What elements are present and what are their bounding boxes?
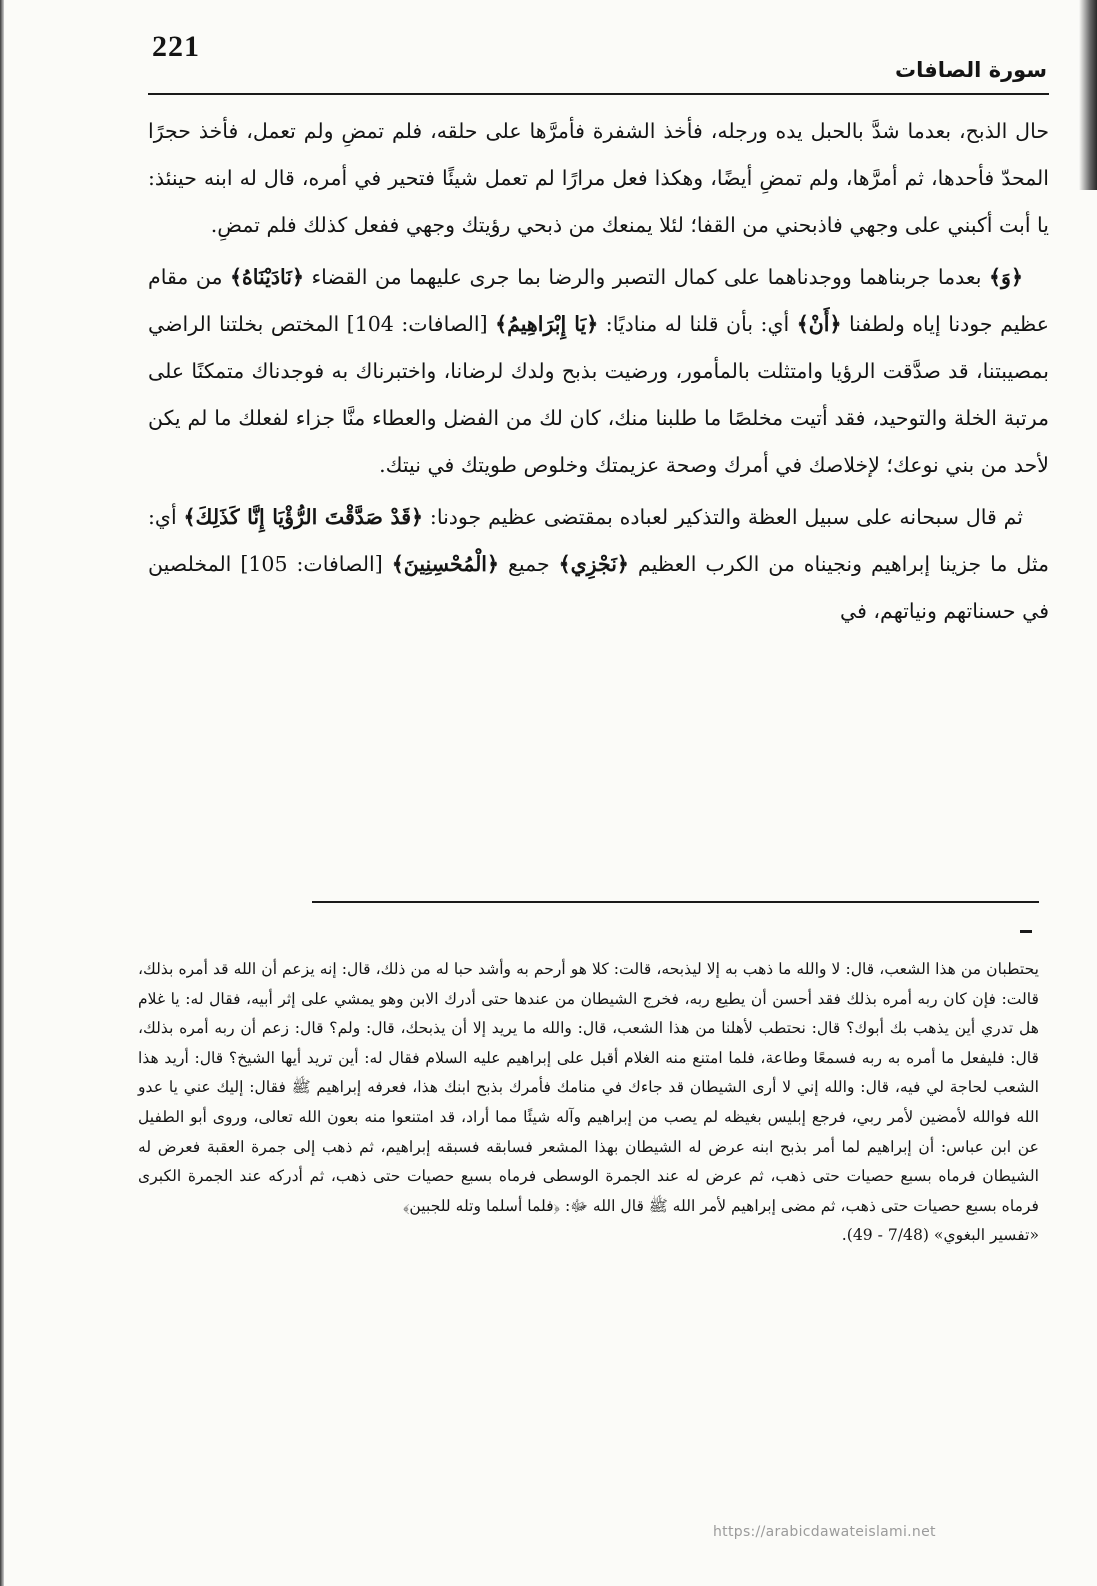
text-run: من مقام عظيم جودنا إياه ولطفنا — [148, 264, 1049, 336]
surah-title: سورة الصافات — [894, 58, 1047, 82]
quran-phrase: ﴿أَنْ﴾ — [796, 311, 842, 336]
quran-phrase: ﴿يَا إِبْرَاهِيمُ﴾ — [495, 311, 599, 336]
paragraph-1: حال الذبح، بعدما شدَّ بالحبل يده ورجله، فأخذ الشفرة فأمرَّها على حلقه، فلم تمضِ ولم تعمل، فأخذ حجرًا المحدّ فأحدها، ثم أمرَّها، ولم تمضِ أيضًا، وهكذا فعل مرارًا لم تعمل شيئًا فتحير في أمره، قال له ابنه حينئذ: يا أبت أكبني على وجهي فاذبحني من القفا؛ لئلا يمنعك من ذبحي رؤيتك وجهي ففعل كذلك فلم تمضِ. — [148, 119, 1049, 238]
quran-phrase: ﴿نَجْزِي﴾ — [558, 551, 629, 576]
paragraph-2 — [148, 254, 1049, 490]
text-run: [الصافات: 105] المخلصين في حسناتهم ونياتهم، في — [148, 551, 1049, 624]
text-run: بعدما جربناهما ووجدناهما على كمال التصبر والرضا بما جرى عليهما من القضاء — [303, 264, 990, 289]
text-run: جميع — [499, 551, 559, 576]
quran-phrase: ﴿قَدْ صَدَّقْتَ الرُّؤْيَا إِنَّا كَذَلِكَ﴾ — [183, 504, 424, 529]
scan-edge-left — [0, 0, 4, 1586]
footnote-marker — [1020, 930, 1032, 933]
main-text — [148, 108, 1049, 635]
footnote-text: يحتطبان من هذا الشعب، قال: لا والله ما ذهب به إلا ليذبحه، قالت: كلا هو أرحم به وأشد حبا له من ذلك، قال: إنه يزعم أن الله قد أمره بذلك، قالت: فإن كان ربه أمره بذلك فقد أحسن أن يطيع ربه، فخرج الشيطان من عندها حتى أدرك الابن وهو يمشي على إثر أبيه، فقال له: يا غلام هل تدري أين يذهب بك أبوك؟ قال: نحتطب لأهلنا من هذا الشعب، قال: والله ما يريد إلا أن يذبحك، قال: ولم؟ قال: زعم أن ربه أمره بذلك، قال: فليفعل ما أمره به ربه فسمعًا وطاعة، فلما امتنع منه الغلام أقبل على إبراهيم عليه السلام فقال له: أين تريد أيها الشيخ؟ قال: أريد هذا الشعب لحاجة لي فيه، قال: والله إني لا أرى الشيطان قد جاءك في منامك فأمرك بذبح ابنك هذا، فعرفه إبراهيم ﷺ فقال: إليك عني يا عدو الله فوالله لأمضين لأمر ربي، فرجع إبليس بغيظه لم يصب من إبراهيم وآله شيئًا مما أراد، قد امتنعوا منه بعون الله تعالى، وروى أبو الطفيل عن ابن عباس: أن إبراهيم لما أمر بذبح ابنه عرض له الشيطان بهذا المشعر فسابقه فسبقه إبراهيم، ثم ذهب إلى جمرة العقبة فعرض له الشيطان فرماه بسبع حصيات حتى ذهب، ثم عرض له عند الجمرة الوسطى فرماه بسبع حصيات حتى ذهب، ثم أدركه عند الجمرة الكبرى فرماه بسبع حصيات حتى ذهب، ثم مضى إبراهيم لأمر الله ﷺ قال الله ﷻ: ﴿فلما أسلما وتله للجبين﴾ — [138, 960, 1039, 1215]
quran-phrase: ﴿نَادَيْنَاهُ﴾ — [229, 264, 304, 289]
text-run: أي: مثل ما جزينا إبراهيم ونجيناه من الكرب العظيم — [148, 504, 1050, 576]
text-run: [الصافات: 104] المختص بخلتنا الراضي بمصيبتنا، قد صدَّقت الرؤيا وامتثلت بالمأمور، ورضيت بذبح ولدك لرضانا، واختبرناك به فوجدناك متمكنًا على مرتبة الخلة والتوحيد، فقد أتيت مخلصًا ما طلبنا منك، كان لك من الفضل والعطاء منَّا جزاء لفعلك ما لم يكن لأحد من بني نوعك؛ لإخلاصك في أمرك وصحة عزيمتك وخلوص طويتك في نيتك. — [148, 311, 1049, 478]
text-run: أي: بأن قلنا له مناديًا: — [598, 311, 797, 336]
quran-phrase: ﴿الْمُحْسِنِينَ﴾ — [391, 551, 500, 576]
footnote-citation: «تفسير البغوي» (7/48 - 49). — [841, 1226, 1039, 1245]
quran-phrase: ﴿وَ﴾ — [989, 264, 1023, 289]
header-rule — [148, 93, 1049, 95]
footnote-separator — [312, 901, 1039, 903]
footnote — [138, 955, 1039, 1251]
scan-edge-right — [1079, 0, 1097, 190]
page-number: 221 — [152, 30, 200, 63]
text-run: ثم قال سبحانه على سبيل العظة والتذكير لعباده بمقتضى عظيم جودنا: — [423, 504, 1023, 529]
paragraph-3 — [148, 494, 1049, 636]
watermark-url: https://arabicdawateislami.net — [713, 1524, 936, 1540]
